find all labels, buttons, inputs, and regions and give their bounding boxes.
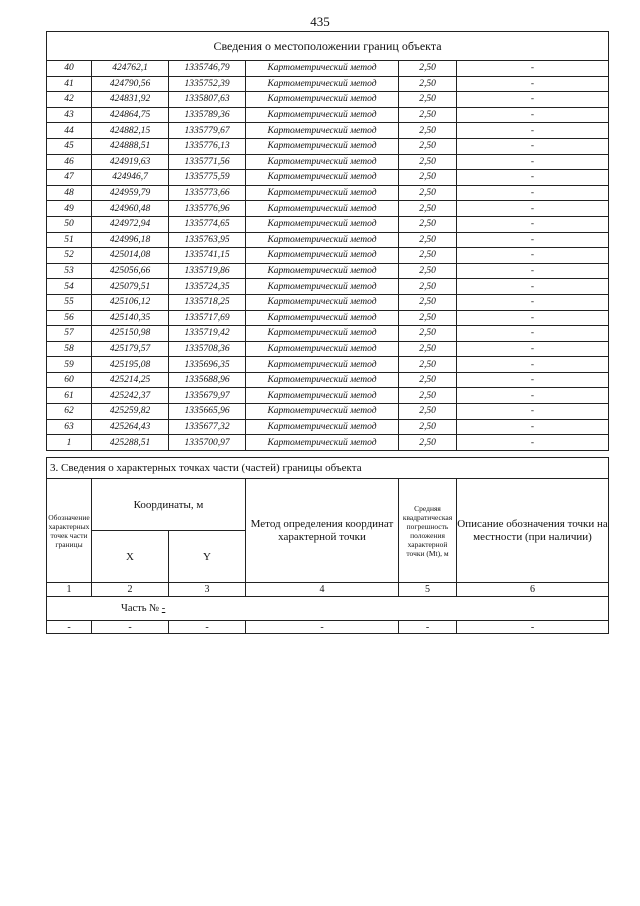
table-cell: 425179,57 bbox=[92, 341, 169, 357]
table-cell: 424831,92 bbox=[92, 92, 169, 108]
table-row bbox=[47, 404, 609, 420]
table-cell: 52 bbox=[47, 248, 92, 264]
table-cell: Картометрический метод bbox=[246, 388, 399, 404]
table-cell: - bbox=[457, 185, 609, 201]
table-cell: - bbox=[457, 621, 609, 634]
table-cell: 57 bbox=[47, 326, 92, 342]
table-cell: 58 bbox=[47, 341, 92, 357]
table-cell: - bbox=[457, 404, 609, 420]
table-cell: 1335708,36 bbox=[169, 341, 246, 357]
part-number-value: - bbox=[161, 603, 166, 614]
table-cell: 425150,98 bbox=[92, 326, 169, 342]
table-cell: 425014,08 bbox=[92, 248, 169, 264]
table-cell: 2,50 bbox=[399, 326, 457, 342]
table-cell: - bbox=[457, 216, 609, 232]
boundary-table bbox=[46, 31, 609, 451]
table-cell: Картометрический метод bbox=[246, 107, 399, 123]
table-cell: 1335779,67 bbox=[169, 123, 246, 139]
table-cell: 1335807,63 bbox=[169, 92, 246, 108]
table-cell: Картометрический метод bbox=[246, 61, 399, 77]
table-cell: Картометрический метод bbox=[246, 170, 399, 186]
table-cell: 2,50 bbox=[399, 123, 457, 139]
table-row bbox=[47, 232, 609, 248]
table-cell: 425242,37 bbox=[92, 388, 169, 404]
table-row bbox=[47, 216, 609, 232]
table-row bbox=[47, 279, 609, 295]
table-cell: 2,50 bbox=[399, 357, 457, 373]
table-cell: - bbox=[457, 357, 609, 373]
table-cell: 1335789,36 bbox=[169, 107, 246, 123]
table-row bbox=[47, 388, 609, 404]
table-row bbox=[47, 435, 609, 451]
table-cell: - bbox=[457, 248, 609, 264]
table-cell: 1335679,97 bbox=[169, 388, 246, 404]
table-cell: 425195,08 bbox=[92, 357, 169, 373]
table-row bbox=[47, 263, 609, 279]
header-y: Y bbox=[169, 531, 246, 583]
table-cell: 425056,66 bbox=[92, 263, 169, 279]
table-cell: - bbox=[457, 76, 609, 92]
table-cell: - bbox=[47, 621, 92, 634]
table-cell: - bbox=[457, 388, 609, 404]
table-cell: 424959,79 bbox=[92, 185, 169, 201]
table-cell: 59 bbox=[47, 357, 92, 373]
table-cell: 2,50 bbox=[399, 154, 457, 170]
table-cell: 56 bbox=[47, 310, 92, 326]
table-cell: Картометрический метод bbox=[246, 76, 399, 92]
table-cell: 2,50 bbox=[399, 92, 457, 108]
table-row bbox=[47, 372, 609, 388]
table-cell: 47 bbox=[47, 170, 92, 186]
table-cell: 55 bbox=[47, 294, 92, 310]
column-number: 6 bbox=[457, 583, 609, 597]
table-cell: - bbox=[169, 621, 246, 634]
table-row bbox=[47, 341, 609, 357]
table-cell: 425079,51 bbox=[92, 279, 169, 295]
table-cell: 41 bbox=[47, 76, 92, 92]
table-row bbox=[47, 154, 609, 170]
table-cell: 2,50 bbox=[399, 263, 457, 279]
table-cell: 2,50 bbox=[399, 388, 457, 404]
table-cell: Картометрический метод bbox=[246, 435, 399, 451]
table-cell: 45 bbox=[47, 138, 92, 154]
table-cell: - bbox=[457, 232, 609, 248]
table-cell: 1335763,95 bbox=[169, 232, 246, 248]
table-cell: - bbox=[457, 341, 609, 357]
table-cell: 2,50 bbox=[399, 185, 457, 201]
table-cell: 1335752,39 bbox=[169, 76, 246, 92]
table-cell: 54 bbox=[47, 279, 92, 295]
table-cell: 1335775,59 bbox=[169, 170, 246, 186]
table-cell: 424972,94 bbox=[92, 216, 169, 232]
table-cell: - bbox=[457, 201, 609, 217]
part-label-text: Часть № bbox=[121, 603, 160, 614]
table-cell: 424996,18 bbox=[92, 232, 169, 248]
table-cell: - bbox=[457, 107, 609, 123]
table-cell: - bbox=[457, 123, 609, 139]
table-cell: 2,50 bbox=[399, 201, 457, 217]
table-cell: Картометрический метод bbox=[246, 216, 399, 232]
table-cell: 2,50 bbox=[399, 404, 457, 420]
table-cell: - bbox=[92, 621, 169, 634]
table-cell: 61 bbox=[47, 388, 92, 404]
column-number: 5 bbox=[399, 583, 457, 597]
table-cell: 2,50 bbox=[399, 232, 457, 248]
table-row bbox=[47, 294, 609, 310]
table-cell: 424790,56 bbox=[92, 76, 169, 92]
table-row bbox=[47, 61, 609, 77]
table-row bbox=[47, 357, 609, 373]
table-row bbox=[47, 92, 609, 108]
table-cell: 2,50 bbox=[399, 138, 457, 154]
table-row bbox=[47, 138, 609, 154]
table-row bbox=[47, 107, 609, 123]
table-cell: Картометрический метод bbox=[246, 232, 399, 248]
table-cell: - bbox=[246, 621, 399, 634]
table-cell: 425264,43 bbox=[92, 419, 169, 435]
column-numbers-row bbox=[47, 583, 609, 597]
main-title: Сведения о местоположении границ объекта bbox=[47, 32, 609, 61]
empty-data-row bbox=[47, 621, 609, 634]
header-accuracy: Средняя квадратическая погрешность положения характерной точки (Mt), м bbox=[399, 479, 457, 583]
table-cell: - bbox=[457, 419, 609, 435]
table-cell: 2,50 bbox=[399, 170, 457, 186]
table-cell: - bbox=[457, 310, 609, 326]
table-row bbox=[47, 248, 609, 264]
section-title: 3. Сведения о характерных точках части (частей) границы объекта bbox=[47, 458, 609, 479]
table-row bbox=[47, 76, 609, 92]
table-cell: - bbox=[457, 263, 609, 279]
header-method: Метод определения координат характерной точки bbox=[246, 479, 399, 583]
table-cell: 1335741,15 bbox=[169, 248, 246, 264]
table-cell: 1335724,35 bbox=[169, 279, 246, 295]
table-cell: 1 bbox=[47, 435, 92, 451]
table-cell: 1335719,86 bbox=[169, 263, 246, 279]
table-cell: 424946,7 bbox=[92, 170, 169, 186]
table-cell: 2,50 bbox=[399, 310, 457, 326]
header-coordinates: Координаты, м bbox=[92, 479, 246, 531]
table-cell: 1335719,42 bbox=[169, 326, 246, 342]
table-cell: Картометрический метод bbox=[246, 419, 399, 435]
table-cell: 40 bbox=[47, 61, 92, 77]
table-row bbox=[47, 419, 609, 435]
table-cell: 2,50 bbox=[399, 294, 457, 310]
table-cell: 1335696,35 bbox=[169, 357, 246, 373]
table-cell: 1335771,56 bbox=[169, 154, 246, 170]
table-cell: 49 bbox=[47, 201, 92, 217]
table-cell: - bbox=[457, 170, 609, 186]
table-cell: 424919,63 bbox=[92, 154, 169, 170]
table-cell: - bbox=[457, 92, 609, 108]
table-cell: 424762,1 bbox=[92, 61, 169, 77]
table-row bbox=[47, 201, 609, 217]
table-cell: 424882,15 bbox=[92, 123, 169, 139]
table-cell: Картометрический метод bbox=[246, 404, 399, 420]
table-cell: 1335717,69 bbox=[169, 310, 246, 326]
table-cell: 2,50 bbox=[399, 419, 457, 435]
table-cell: 1335776,13 bbox=[169, 138, 246, 154]
table-cell: 2,50 bbox=[399, 279, 457, 295]
table-cell: - bbox=[399, 621, 457, 634]
column-number: 4 bbox=[246, 583, 399, 597]
table-cell: 53 bbox=[47, 263, 92, 279]
table-cell: 1335665,96 bbox=[169, 404, 246, 420]
table-cell: 2,50 bbox=[399, 76, 457, 92]
table-cell: Картометрический метод bbox=[246, 248, 399, 264]
column-number: 3 bbox=[169, 583, 246, 597]
table-cell: 424960,48 bbox=[92, 201, 169, 217]
characteristic-points-table bbox=[46, 457, 609, 634]
table-cell: 2,50 bbox=[399, 435, 457, 451]
table-cell: 2,50 bbox=[399, 61, 457, 77]
table-cell: Картометрический метод bbox=[246, 279, 399, 295]
table-cell: 1335776,96 bbox=[169, 201, 246, 217]
table-cell: Картометрический метод bbox=[246, 294, 399, 310]
table-cell: 1335700,97 bbox=[169, 435, 246, 451]
column-number: 1 bbox=[47, 583, 92, 597]
table-cell: 1335773,66 bbox=[169, 185, 246, 201]
table-cell: 60 bbox=[47, 372, 92, 388]
table-row bbox=[47, 123, 609, 139]
table-cell: 50 bbox=[47, 216, 92, 232]
table-cell: 2,50 bbox=[399, 216, 457, 232]
table-cell: - bbox=[457, 61, 609, 77]
table-cell: - bbox=[457, 279, 609, 295]
table-cell: 51 bbox=[47, 232, 92, 248]
table-cell: 1335746,79 bbox=[169, 61, 246, 77]
table-cell: - bbox=[457, 138, 609, 154]
table-cell: 424864,75 bbox=[92, 107, 169, 123]
table-cell: Картометрический метод bbox=[246, 92, 399, 108]
table-cell: Картометрический метод bbox=[246, 201, 399, 217]
table-cell: Картометрический метод bbox=[246, 326, 399, 342]
table-cell: - bbox=[457, 326, 609, 342]
table-cell: 42 bbox=[47, 92, 92, 108]
table-cell: - bbox=[457, 294, 609, 310]
table-cell: Картометрический метод bbox=[246, 341, 399, 357]
table-row bbox=[47, 185, 609, 201]
table-cell: 1335677,32 bbox=[169, 419, 246, 435]
table-cell: 425259,82 bbox=[92, 404, 169, 420]
header-point-designation: Обозначение характерных точек части границы bbox=[47, 479, 92, 583]
column-number: 2 bbox=[92, 583, 169, 597]
table-cell: 425214,25 bbox=[92, 372, 169, 388]
table-cell: 1335774,65 bbox=[169, 216, 246, 232]
table-cell: 44 bbox=[47, 123, 92, 139]
table-cell: 2,50 bbox=[399, 372, 457, 388]
table-cell: - bbox=[457, 372, 609, 388]
table-cell: - bbox=[457, 435, 609, 451]
table-cell: 43 bbox=[47, 107, 92, 123]
table-cell: 1335688,96 bbox=[169, 372, 246, 388]
table-cell: Картометрический метод bbox=[246, 123, 399, 139]
header-x: X bbox=[92, 531, 169, 583]
table-cell: 425106,12 bbox=[92, 294, 169, 310]
table-cell: 2,50 bbox=[399, 107, 457, 123]
table-cell: 425288,51 bbox=[92, 435, 169, 451]
table-cell: - bbox=[457, 154, 609, 170]
table-cell: Картометрический метод bbox=[246, 154, 399, 170]
table-cell: 424888,51 bbox=[92, 138, 169, 154]
table-cell: Картометрический метод bbox=[246, 357, 399, 373]
page-number: 435 bbox=[310, 14, 330, 29]
table-cell: 2,50 bbox=[399, 248, 457, 264]
table-cell: Картометрический метод bbox=[246, 372, 399, 388]
table-cell: 48 bbox=[47, 185, 92, 201]
table-cell: Картометрический метод bbox=[246, 310, 399, 326]
table-cell: 63 bbox=[47, 419, 92, 435]
table-cell: 425140,35 bbox=[92, 310, 169, 326]
table-cell: Картометрический метод bbox=[246, 138, 399, 154]
table-row bbox=[47, 170, 609, 186]
table-cell: 62 bbox=[47, 404, 92, 420]
table-cell: Картометрический метод bbox=[246, 263, 399, 279]
table-cell: 46 bbox=[47, 154, 92, 170]
table-row bbox=[47, 326, 609, 342]
header-description: Описание обозначения точки на местности (при наличии) bbox=[457, 479, 609, 583]
part-number-label bbox=[47, 597, 609, 621]
table-row bbox=[47, 310, 609, 326]
table-cell: 1335718,25 bbox=[169, 294, 246, 310]
table-cell: Картометрический метод bbox=[246, 185, 399, 201]
table-cell: 2,50 bbox=[399, 341, 457, 357]
